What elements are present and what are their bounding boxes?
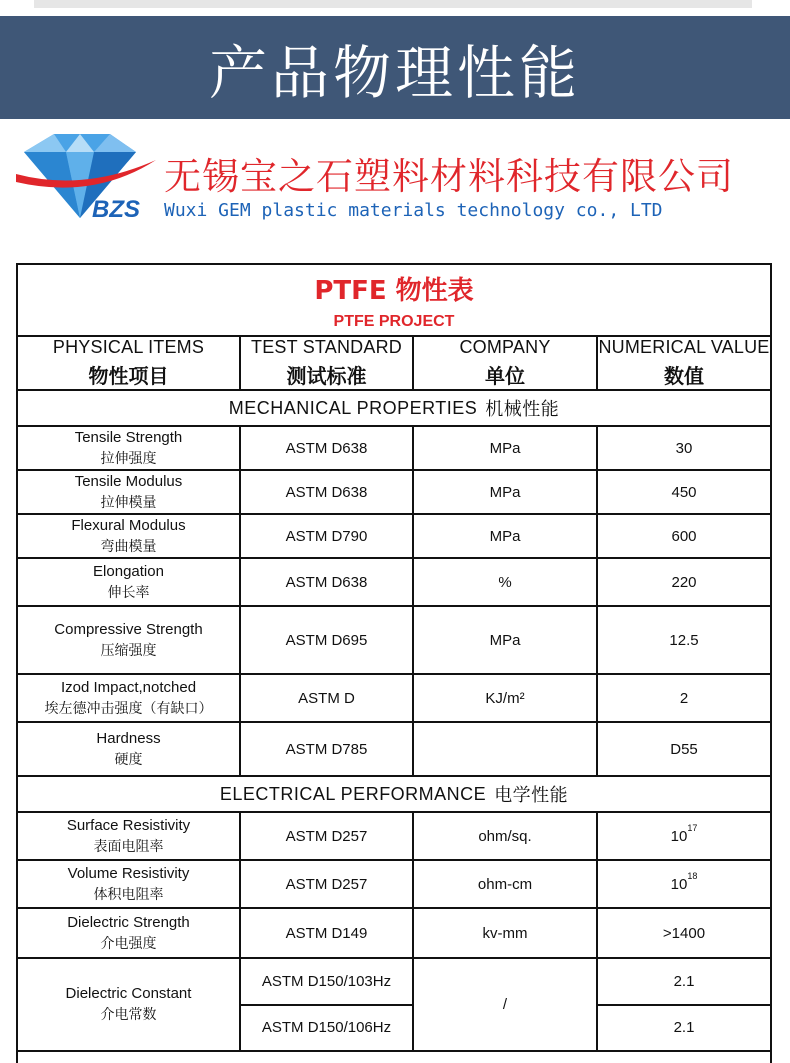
table-subtitle: PTFE PROJECT — [333, 312, 455, 330]
table-row-dielectric-constant: Dielectric Constant 介电常数 ASTM D150/103Hz ASTM D150/106Hz / 2.1 2.1 — [18, 959, 770, 1052]
header-banner — [0, 16, 790, 119]
table-row: Hardness 硬度 ASTM D785 D55 — [18, 723, 770, 777]
section-electrical-en: ELECTRICAL PERFORMANCE — [219, 783, 487, 804]
section-mechanical-en: MECHANICAL PROPERTIES — [228, 397, 478, 418]
ptfe-properties-table — [16, 263, 772, 1063]
diamond-logo-icon — [14, 130, 164, 225]
company-name-en: Wuxi GEM plastic materials technology co., LTD — [164, 200, 663, 221]
header-physical-items: PHYSICAL ITEMS 物性项目 — [18, 337, 241, 389]
table-row: Flexural Modulus 弯曲模量 ASTM D790 MPa 600 — [18, 515, 770, 559]
table-row: Izod Impact,notched 埃左德冲击强度（有缺口） ASTM D KJ/m² 2 — [18, 675, 770, 723]
company-name-cn: 无锡宝之石塑料材料科技有限公司 — [164, 155, 734, 198]
table-row: Compressive Strength 压缩强度 ASTM D695 MPa 12.5 — [18, 607, 770, 675]
section-mechanical — [18, 391, 770, 427]
table-title-row — [18, 265, 770, 337]
table-row: Elongation 伸长率 ASTM D638 % 220 — [18, 559, 770, 607]
table-row: Volume Resistivity 体积电阻率 ASTM D257 ohm-cm $10^{18}$ — [18, 861, 770, 909]
section-mechanical-cn: 机械性能 — [485, 399, 560, 420]
header-company: COMPANY 单位 — [414, 337, 598, 389]
banner-title: 产品物理性能 — [208, 38, 581, 107]
table-row: Surface Resistivity 表面电阻率 ASTM D257 ohm/sq. $10^{17}$ — [18, 813, 770, 861]
top-divider-strip — [34, 0, 752, 8]
table-title: PTFE 物性表 — [314, 275, 474, 306]
section-electrical — [18, 777, 770, 813]
brand-mark: BZS — [92, 196, 140, 223]
table-row: Dielectric Strength 介电强度 ASTM D149 kv-mm >1400 — [18, 909, 770, 959]
header-test-standard: TEST STANDARD 测试标准 — [241, 337, 414, 389]
table-row: Tensile Modulus 拉伸模量 ASTM D638 MPa 450 — [18, 471, 770, 515]
company-logo-block — [14, 130, 774, 230]
table-header-row — [18, 337, 770, 391]
header-numerical-value: NUMERICAL VALUE 数值 — [598, 337, 770, 388]
table-row: Tensile Strength 拉伸强度 ASTM D638 MPa 30 — [18, 427, 770, 471]
section-electrical-cn: 电学性能 — [494, 785, 569, 806]
